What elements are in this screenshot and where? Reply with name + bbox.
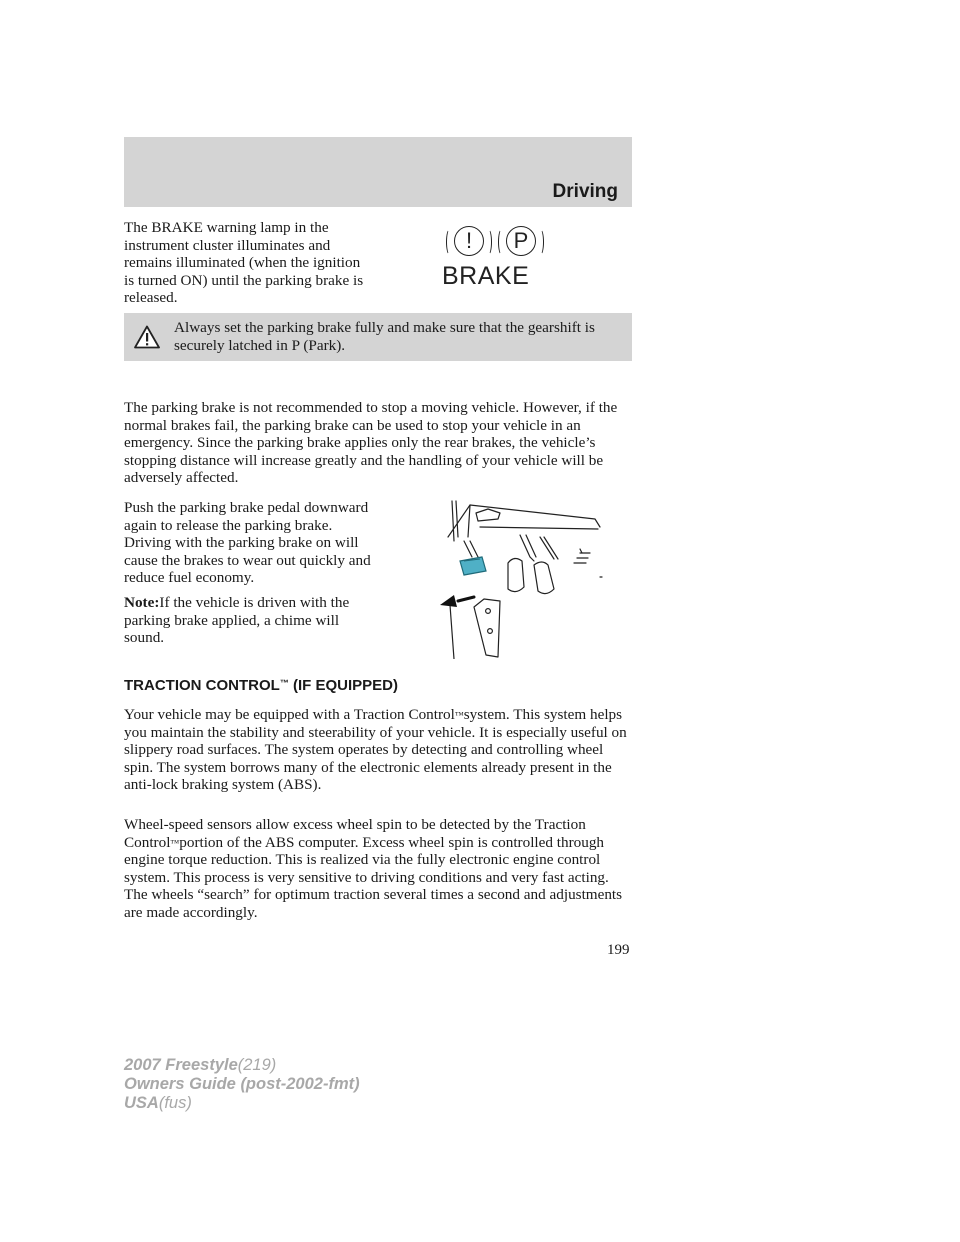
note-paragraph [124,594,374,647]
lamp-description: The BRAKE warning lamp in the instrument cluster illuminates and remains illuminated (when the ignition is turned ON) until the parking brake is released. [124,219,364,307]
brake-lamp-label: BRAKE [442,262,530,290]
document-footer: 2007 Freestyle(219) Owners Guide (post-2002-fmt) USA(fus) [124,1056,360,1112]
parking-brake-pedal-illustration [430,497,610,659]
traction-control-heading: TRACTION CONTROL™ (IF EQUIPPED) [124,677,399,694]
brake-warning-lamp-icon [440,226,560,290]
park-circle-icon: P [506,226,536,256]
warning-box [124,313,632,361]
page-number: 199 [607,942,630,958]
warning-text: Always set the parking brake fully and make sure that the gearshift is securely latched in P (Park). [174,319,595,354]
header-band [124,137,632,207]
release-section [124,499,374,647]
section-title: Driving [552,181,618,202]
traction-paragraph-2: Wheel-speed sensors allow excess wheel spin to be detected by the Traction Control™portion of the ABS computer. Excess wheel spin is controlled through engine torque reduction. This is realized via the fully electronic engine control system. This process is very sensitive to driving conditions and very fast acting. The wheels “search” for optimum traction several times a second and adjustments are made accordingly. [124,816,623,921]
release-paragraph: Push the parking brake pedal downward again to release the parking brake. Driving with the parking brake on will cause the brakes to wear out quickly and reduce fuel economy. [124,499,371,587]
exclamation-circle-icon: ! [454,226,484,256]
note-text: If the vehicle is driven with the parking brake applied, a chime will sound. [124,593,350,647]
warning-triangle-icon [134,325,160,349]
trademark-symbol: ™ [279,678,289,688]
parking-brake-paragraph: The parking brake is not recommended to stop a moving vehicle. However, if the normal brakes fail, the parking brake can be used to stop your vehicle in an emergency. Since the parking brake applies only the rear brakes, the vehicle’s stopping distance will increase greatly and the handling of your vehicle will be adversely affected. [124,399,618,487]
traction-paragraph-1: Your vehicle may be equipped with a Traction Control™system. This system helps you maintain the stability and steerability of your vehicle. It is especially useful on slippery road surfaces. The system operates by detecting and controlling wheel spin. The system borrows many of the electronic elements already present in the anti-lock braking system (ABS). [124,706,627,794]
note-label: Note: [124,593,160,611]
